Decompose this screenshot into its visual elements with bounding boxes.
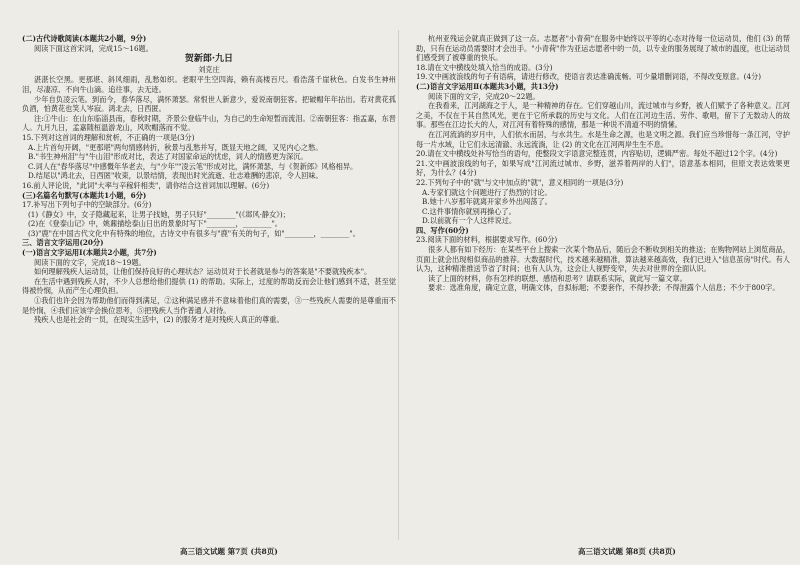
section-dictation-heading: (三)名篇名句默写(本题共1小题，6分): [22, 190, 147, 200]
q15-option-a: A.上片首句开阔，"更那堪"两句情感转折，秋景与乱愁并写，既显天地之阔，又见内心之愁。: [28, 142, 323, 152]
q22-option-c: C.这件事情你就别再操心了。: [422, 206, 516, 216]
language-1-list: ①我们也许会因为帮助他们而得到满足，②这种满足感并不意味着他们真的需要，③一些残疾人需要的是尊重而不是怜悯，④我们应该学会换位思考，⑤把残疾人当作普通人对待。: [22, 296, 396, 315]
poem-stanza-2: 少年自负凌云笔。到而今，春华落尽，满怀萧瑟。常恨世人新意少，爱说南朝狂客。把破帽年年拈出。若对黄花孤负酒，怕黄花也笑人岑寂。鸿北去，日西匿。: [22, 94, 396, 114]
section-language-heading: 三、语言文字运用(20分): [22, 238, 104, 248]
q22-option-b: B.她十八岁那年就离开家乡外出闯荡了。: [422, 197, 552, 207]
section-language-2-heading: (二)语言文字运用Ⅱ(本题共3小题，共13分): [416, 81, 559, 91]
question-18: 18.请在文中横线处填入恰当的成语。(3分): [416, 62, 553, 72]
poem-intro: 阅读下面这首宋词，完成15～16题。: [34, 43, 153, 53]
q17-item-1: (1)《静女》中，女子隐藏起来，让男子找她，男子只好"________"(《邶风·静女》)；: [28, 209, 290, 219]
question-23: 23.阅读下面的材料，根据要求写作。(60分): [416, 235, 558, 245]
q15-option-d: D.结尾以"鸿北去，日西匿"收束，以景结情，表现出时光流逝、壮志难酬的悲凉，令人回味。: [28, 171, 323, 181]
q22-option-a: A.专家们就这个问题进行了热烈的讨论。: [422, 187, 552, 197]
language-1-question: 如何理解残疾人运动员，让他们保持良好的心理状态？运动员对于长者就是参与的答案是"不要就残疾本"。: [34, 267, 372, 277]
language-2-paragraph-2: 在江河流淌的岁月中，人们依水而居，与水共生。水是生命之源，也是文明之源。我们应当珍惜每一条江河，守护每一片水域，让它们永远清澈、永远流淌，让 (2) 的文化在江河两岸生生不息。: [416, 129, 790, 149]
page-divider: [398, 30, 399, 540]
question-19: 19.文中画波浪线的句子有语病，请进行修改，使语言表达准确流畅。可少量增删词语，不得改变原意。(4分): [416, 72, 762, 82]
page-8-column: [416, 34, 790, 293]
section-poem-heading: (二)古代诗歌阅读(本题共2小题，9分): [22, 34, 147, 43]
q17-item-3: (3)"鹿"在中国古代文化中有特殊的地位，古诗文中有很多与"鹿"有关的句子，如"________，________"。: [28, 228, 360, 238]
language-1-paragraph-2: 残疾人也是社会的一员，在现实生活中，(2) 的服务才是对残疾人真正的尊重。: [34, 315, 284, 325]
language-2-paragraph-1: 在我看来，江河湖海之于人，是一种精神的存在。它们穿越山川，流过城市与乡野，被人们赋予了各种意义。江河之美，不仅在于其自然风光，更在于它所承载的历史与文化。人们在江河边生活、劳作、歌唱，留下了无数动人的故事。那些在江边长大的人，对江河有着特殊的感情，那是一种说不清道不明的情愫。: [416, 101, 790, 130]
essay-material: 很多人都有如下经历：在某些平台上搜索一次某个物品后，随后会不断收到相关的推送；在购物网站上浏览商品，页面上就会出现相似商品的推荐。大数据时代，技术越来越精准，算法越来越高效，我们已进入"信息茧房"时代。有人认为，这种精准推送节省了时间；也有人认为，这会让人视野变窄，失去对世界的全面认识。: [416, 245, 790, 274]
essay-requirements: 要求：选准角度，确定立意，明确文体，自拟标题；不要套作，不得抄袭；不得泄露个人信息；不少于800字。: [428, 283, 780, 293]
question-15: 15.下列对这首词的理解和赏析，不正确的一项是(3分): [22, 132, 195, 142]
question-17: 17.补写出下列句子中的空缺部分。(6分): [22, 200, 152, 210]
question-21: 21.文中画波浪线的句子，如果写成"江河流过城市、乡野，滋养着两岸的人们"，语意基本相同，但原文表达效果更好，为什么？(4分): [416, 158, 790, 178]
continued-paragraph: 杭州亚残运会就真正做到了这一点。志愿者"小青荷"在服务中始终以平等的心态对待每一位运动员，他们 (3) 的帮助，只有在运动员需要时才会出手。"小青荷"作为亚运志愿者中的一员，以专业的服务展现了城市的温度，也让运动员们感受到了被尊重的快乐。: [416, 34, 790, 63]
q22-option-d: D.以前就有一个人这样说过。: [422, 216, 517, 226]
page-7-footer: 高三语文试题 第7页 (共8页): [180, 547, 278, 556]
poem-author: 刘克庄: [198, 64, 220, 74]
section-writing-heading: 四、写作(60分): [416, 225, 469, 235]
q15-option-c: C.词人在"春华落尽"中感慨年华老去，与"少年""凌云笔"形成对比，满怀萧瑟，与《贺新郎》风格相异。: [28, 161, 358, 171]
question-20: 20.请在文中横线处补写恰当的语句，使整段文字语意完整连贯，内容贴切，逻辑严密。每处不超过12个字。(4分): [416, 149, 778, 159]
question-22: 22.下列句子中的"就"与文中加点的"就"，意义相同的一项是(3分): [416, 177, 624, 187]
q17-item-2: (2)在《登泰山记》中，姚鼐描绘泰山日出的景象时写下"________，________"。: [28, 219, 282, 229]
q15-option-b: B."书生神州泪"与"牛山泪"形成对比，表达了对国家命运的忧虑，词人的情感更为深沉。: [28, 152, 308, 162]
poem-title: 贺新郎·九日: [184, 54, 234, 65]
language-1-paragraph-1: 在生活中遇到残疾人时，不少人总想给他们提供 (1) 的帮助。实际上，过度的帮助反而会让他们感到不适，甚至觉得被怜悯，从而产生心理负担。: [22, 276, 396, 296]
poem-stanza-1: 湛湛长空黑。更那堪、斜风细雨，乱愁如织。老眼平生空四海，赖有高楼百尺。看浩荡千崖秋色。白发书生神州泪，尽凄凉、不向牛山滴。追往事，去无迹。: [22, 75, 396, 94]
essay-prompt: 读了上面的材料，你有怎样的联想、感悟和思考？请联系实际，就此写一篇文章。: [428, 273, 687, 283]
poem-note: 注:①牛山：在山东临淄县南，春秋时期，齐景公登临牛山，为自己的生命短暂而流泪。②南朝狂客：指孟嘉，东晋人。九月九日，孟嘉随桓温游龙山，风吹帽落而不觉。: [22, 113, 396, 133]
page-7-column: [22, 34, 396, 325]
question-16: 16.前人评论说，"此词"大率与辛稼轩相类"，请你结合这首词加以理解。(6分): [22, 180, 270, 190]
page-8-footer: 高三语文试题 第8页 (共8页): [578, 547, 676, 556]
language-2-intro: 阅读下面的文字，完成20～22题。: [428, 91, 540, 101]
language-1-intro: 阅读下面的文字，完成18～19题。: [34, 257, 146, 267]
section-language-1-heading: (一)语言文字运用Ⅰ(本题共2小题，共7分): [22, 248, 157, 258]
